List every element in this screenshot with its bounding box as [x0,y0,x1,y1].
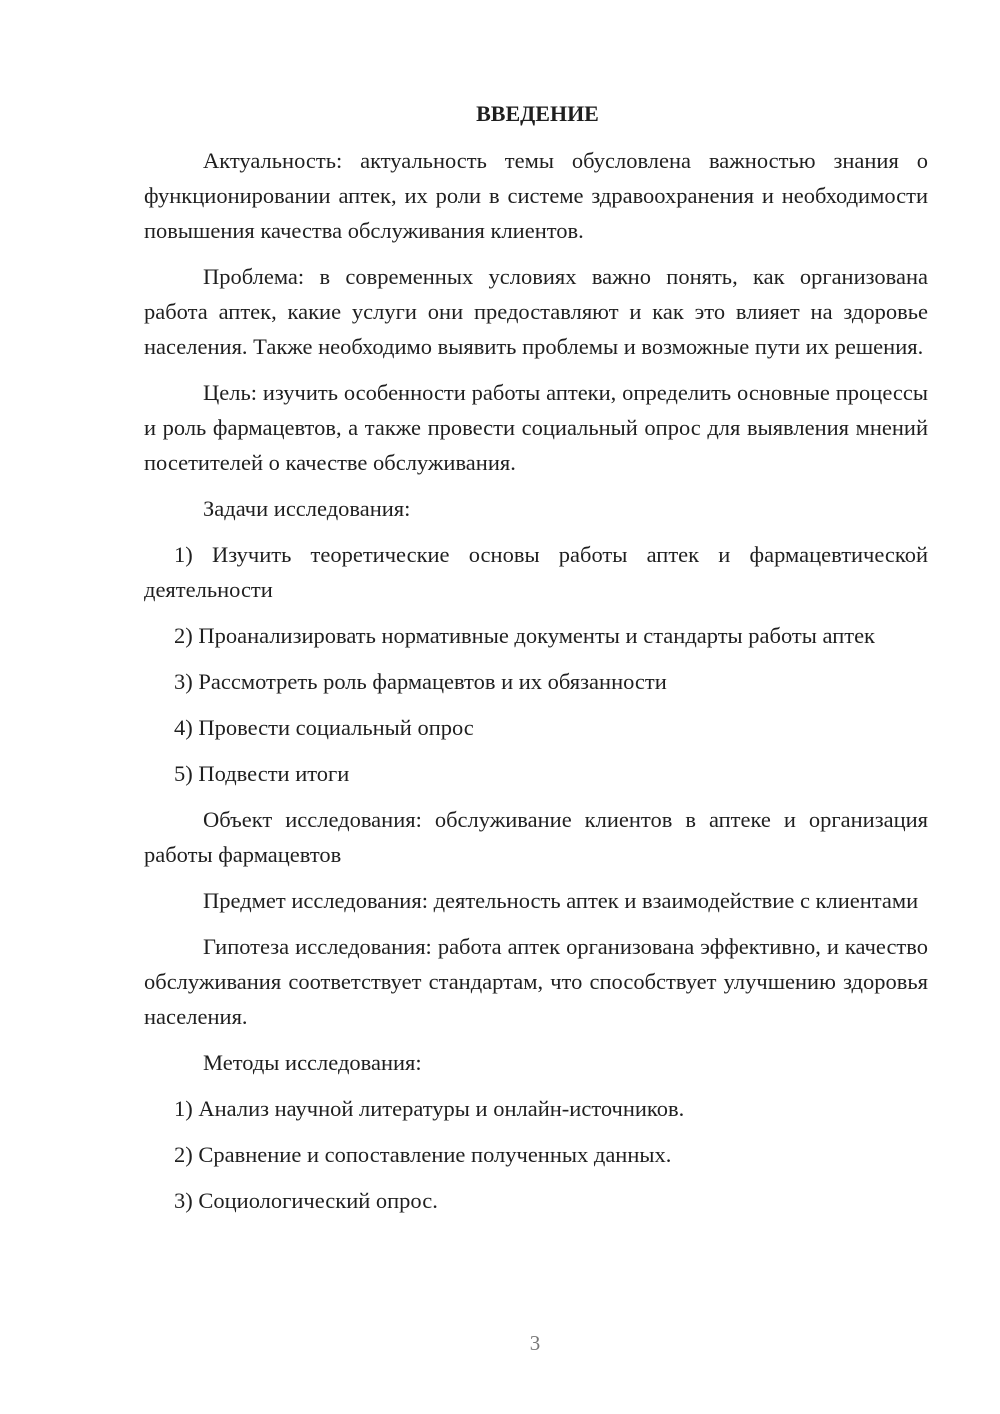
task-item: 2) Проанализировать нормативные документы и стандарты работы аптек [174,623,875,648]
method-item: 3) Социологический опрос. [174,1188,438,1213]
problem-paragraph: Проблема: в современных условиях важно понять, как организована работа аптек, какие услуги они предоставляют и как это влияет на здоровье населения. Также необходимо выявить проблемы и возможные пути их решения. [144,264,928,359]
relevance-paragraph: Актуальность: актуальность темы обусловлена важностью знания о функционировании аптек, их роли в системе здравоохранения и необходимости повышения качества обслуживания клиентов. [144,148,928,243]
page-content [144,96,928,1229]
method-item: 2) Сравнение и сопоставление полученных данных. [174,1142,672,1167]
tasks-heading: Задачи исследования: [203,496,411,521]
method-item: 1) Анализ научной литературы и онлайн-источников. [174,1096,685,1121]
task-item: 3) Рассмотреть роль фармацевтов и их обязанности [174,669,667,694]
hypothesis-paragraph: Гипотеза исследования: работа аптек организована эффективно, и качество обслуживания соответствует стандартам, что способствует улучшению здоровья населения. [144,934,928,1029]
page-title: ВВЕДЕНИЕ [476,101,599,126]
task-item: 1) Изучить теоретические основы работы аптек и фармацевтической деятельности [144,542,928,602]
goal-paragraph: Цель: изучить особенности работы аптеки, определить основные процессы и роль фармацевтов, а также провести социальный опрос для выявления мнений посетителей о качестве обслуживания. [144,380,928,475]
methods-heading: Методы исследования: [203,1050,422,1075]
page-number: 3 [529,1331,541,1355]
object-paragraph: Объект исследования: обслуживание клиентов в аптеке и организация работы фармацевтов [144,807,928,867]
subject-paragraph: Предмет исследования: деятельность аптек и взаимодействие с клиентами [203,888,919,913]
task-item: 5) Подвести итоги [174,761,350,786]
task-item: 4) Провести социальный опрос [174,715,474,740]
